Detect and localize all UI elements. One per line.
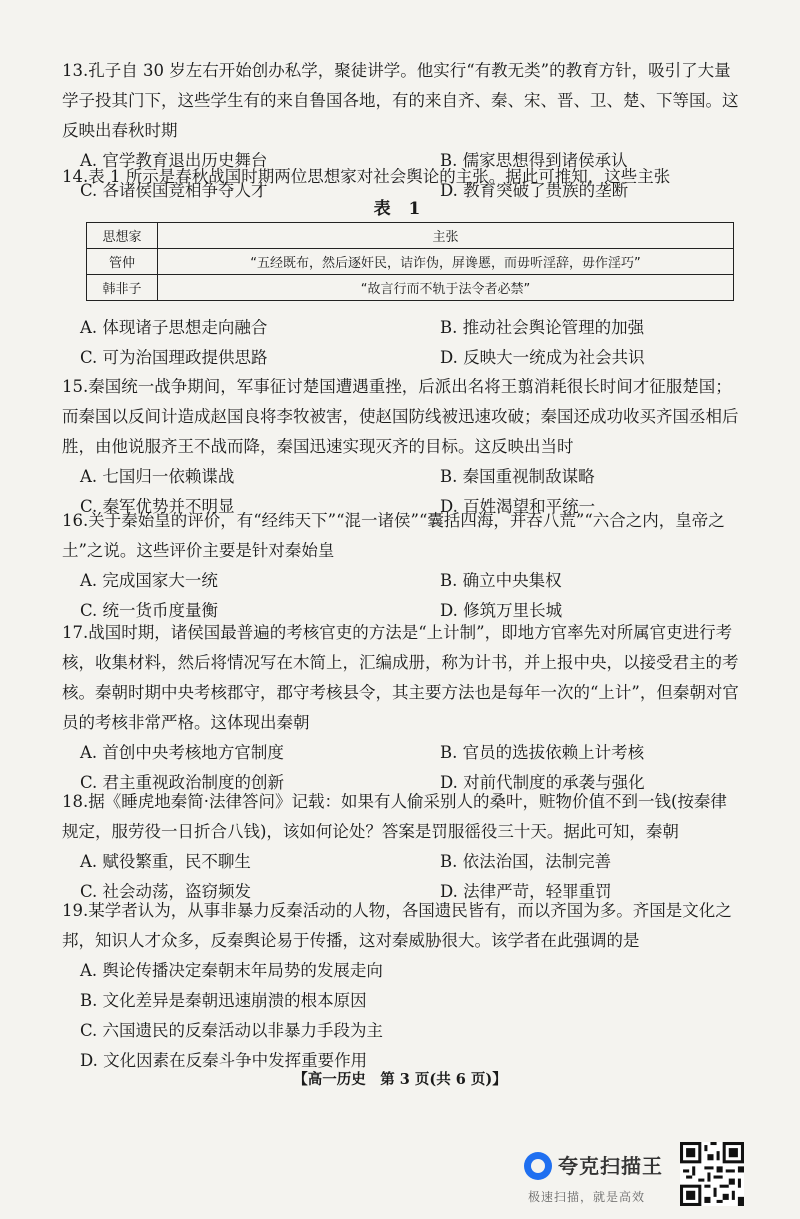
question-stem: 19.某学者认为，从事非暴力反秦活动的人物，各国遗民皆有，而以齐国为多。齐国是文化之邦，知识人才众多，反秦舆论易于传播，这对秦威胁很大。该学者在此强调的是 <box>62 901 732 950</box>
question-stem: 14.表 1 所示是春秋战国时期两位思想家对社会舆论的主张。据此可推知，这些主张 <box>62 167 671 186</box>
table-header-cell: 主张 <box>158 223 734 249</box>
option-d: D. 修筑万里长城 <box>440 601 563 620</box>
scanner-watermark <box>524 1150 684 1210</box>
options <box>80 956 742 1076</box>
option-c: C. 社会动荡，盗窃频发 <box>80 882 252 901</box>
question-stem: 16.关于秦始皇的评价，有“经纬天下”“混一诸侯”“囊括四海，并吞八荒”“六合之内，皇帝之土”之说。这些评价主要是针对秦始皇 <box>62 511 725 560</box>
table-row <box>87 275 734 301</box>
option-a: A. 首创中央考核地方官制度 <box>80 743 284 762</box>
table-cell: 韩非子 <box>87 275 158 301</box>
option-d: D. 百姓渴望和平统一 <box>440 497 596 516</box>
qr-code-icon <box>680 1142 744 1206</box>
table-row <box>87 249 734 275</box>
option-d: D. 对前代制度的承袭与强化 <box>440 773 645 792</box>
question-18 <box>62 787 742 907</box>
table-cell: “故言行而不轨于法令者必禁” <box>158 275 734 301</box>
option-b: B. 官员的选拔依赖上计考核 <box>440 743 645 762</box>
option-d: D. 教育突破了贵族的垄断 <box>440 181 629 200</box>
option-d: D. 反映大一统成为社会共识 <box>440 348 645 367</box>
option-c: C. 统一货币度量衡 <box>80 601 219 620</box>
option-c: C. 可为治国理政提供思路 <box>80 348 268 367</box>
table-header-cell: 思想家 <box>87 223 158 249</box>
brand-name: 夸克扫描王 <box>558 1154 663 1178</box>
table-cell: 管仲 <box>87 249 158 275</box>
option-a: A. 舆论传播决定秦朝末年局势的发展走向 <box>80 961 383 980</box>
question-stem: 17.战国时期，诸侯国最普遍的考核官吏的方法是“上计制”，即地方官率先对所属官吏进行考核，收集材料，然后将情况写在木简上，汇编成册，称为计书，并上报中央，以接受君主的考核。秦朝时期中央考核郡守，郡守考核县令，其主要方法也是每年一次的“上计”，但秦朝对官员的考核非常严格。这体现出秦朝 <box>62 623 739 732</box>
options <box>80 313 742 373</box>
option-a: A. 体现诸子思想走向融合 <box>80 318 268 337</box>
option-a: A. 完成国家大一统 <box>80 571 218 590</box>
question-17 <box>62 618 742 798</box>
options <box>80 566 742 626</box>
table-title: 表 1 <box>373 199 427 219</box>
option-b: B. 确立中央集权 <box>440 571 562 590</box>
option-a: A. 赋役繁重，民不聊生 <box>80 852 251 871</box>
question-15 <box>62 372 742 522</box>
question-14-options <box>62 313 742 373</box>
table-header-row <box>87 223 734 249</box>
option-b: B. 秦国重视制敌谋略 <box>440 467 595 486</box>
option-c: C. 君主重视政治制度的创新 <box>80 773 285 792</box>
option-b: B. 依法治国，法制完善 <box>440 852 612 871</box>
question-16 <box>62 506 742 626</box>
option-d: D. 法律严苛，轻罪重罚 <box>440 882 612 901</box>
table-cell: “五经既布，然后逐奸民，诘诈伪，屏谗慝，而毋听淫辞，毋作淫巧” <box>158 249 734 275</box>
question-stem: 15.秦国统一战争期间，军事征讨楚国遭遇重挫，后派出名将王翦消耗很长时间才征服楚国；而秦国以反间计造成赵国良将李牧被害，使赵国防线被迅速攻破；秦国还成功收买齐国丞相后胜，由他说服齐王不战而降，秦国迅速实现灭齐的目标。这反映出当时 <box>62 377 739 456</box>
option-b: B. 推动社会舆论管理的加强 <box>440 318 645 337</box>
question-stem: 13.孔子自 30 岁左右开始创办私学，聚徒讲学。他实行“有教无类”的教育方针，吸引了大量学子投其门下，这些学生有的来自鲁国各地，有的来自齐、秦、宋、晋、卫、楚、下等国。这反映出春秋时期 <box>62 61 739 140</box>
option-d: D. 文化因素在反秦斗争中发挥重要作用 <box>80 1051 368 1070</box>
page-footer: 【高一历史 第 3 页(共 6 页)】 <box>293 1071 507 1088</box>
table-1 <box>86 222 734 301</box>
question-14 <box>62 162 742 192</box>
brand-logo-icon <box>524 1152 552 1180</box>
option-a: A. 七国归一依赖谍战 <box>80 467 235 486</box>
option-b: B. 儒家思想得到诸侯承认 <box>440 151 628 170</box>
question-stem: 18.据《睡虎地秦简·法律答问》记载：如果有人偷采别人的桑叶，赃物价值不到一钱(按秦律规定，服劳役一日折合八钱)，该如何论处？答案是罚服徭役三十天。据此可知，秦朝 <box>62 792 727 841</box>
brand-tagline: 极速扫描，就是高效 <box>528 1190 646 1204</box>
option-c: C. 各诸侯国竞相争夺人才 <box>80 181 268 200</box>
option-a: A. 官学教育退出历史舞台 <box>80 151 268 170</box>
question-19 <box>62 896 742 1076</box>
option-c: C. 六国遗民的反秦活动以非暴力手段为主 <box>80 1021 384 1040</box>
option-c: C. 秦军优势并不明显 <box>80 497 235 516</box>
option-b: B. 文化差异是秦朝迅速崩溃的根本原因 <box>80 991 367 1010</box>
